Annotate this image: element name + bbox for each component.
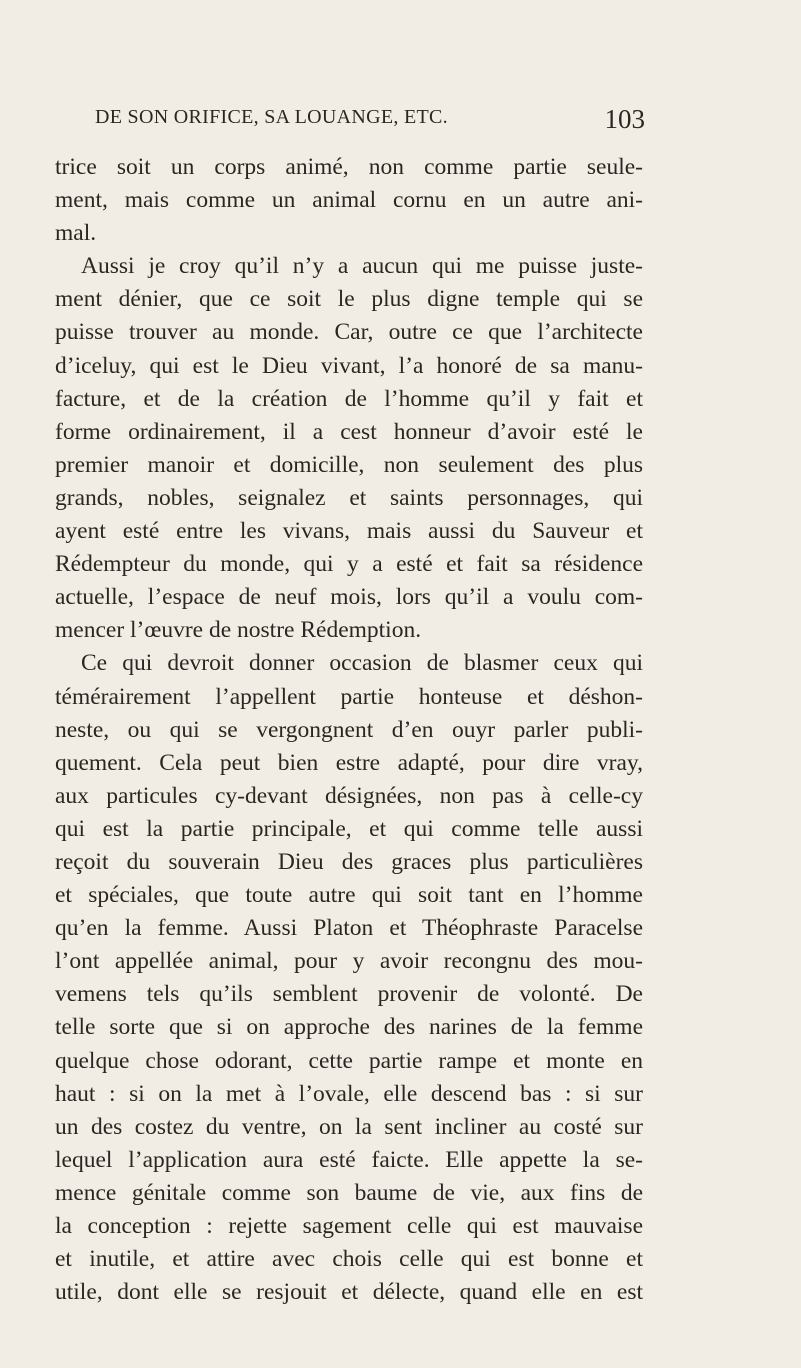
text-line: Rédempteur du monde, qui y a esté et fait sa résidence — [55, 551, 643, 578]
page-header — [95, 104, 645, 138]
text-line: neste, ou qui se vergongnent d’en ouyr parler publi- — [55, 716, 643, 743]
text-line: ment dénier, que ce soit le plus digne temple qui se — [55, 286, 643, 313]
text-line: actuelle, l’espace de neuf mois, lors qu’il a voulu com- — [55, 584, 643, 611]
text-line: utile, dont elle se resjouit et délecte, quand elle en est — [55, 1279, 643, 1306]
text-line: un des costez du ventre, on la sent incliner au costé sur — [55, 1113, 643, 1140]
text-line: mal. — [55, 220, 97, 247]
text-line: ayent esté entre les vivans, mais aussi du Sauveur et — [55, 518, 643, 545]
text-line: qu’en la femme. Aussi Platon et Théophraste Paracelse — [55, 915, 643, 942]
text-line: premier manoir et domicille, non seulement des plus — [55, 451, 643, 478]
paragraph-start-line: Aussi je croy qu’il n’y a aucun qui me puisse juste- — [81, 253, 643, 280]
page-number: 103 — [604, 104, 645, 134]
text-line: quelque chose odorant, cette partie rampe et monte en — [55, 1047, 643, 1074]
text-line: grands, nobles, seignalez et saints personnages, qui — [55, 484, 643, 511]
text-line: quement. Cela peut bien estre adapté, pour dire vray, — [55, 749, 643, 776]
text-line: vemens tels qu’ils semblent provenir de volonté. De — [55, 981, 643, 1008]
text-line: telle sorte que si on approche des narines de la femme — [55, 1014, 643, 1041]
text-line: la conception : rejette sagement celle qui est mauvaise — [55, 1213, 643, 1239]
text-line: mencer l’œuvre de nostre Rédemption. — [55, 617, 422, 644]
running-head: DE SON ORIFICE, SA LOUANGE, ETC. — [95, 106, 448, 128]
text-line: aux particules cy-devant désignées, non pas à celle-cy — [55, 782, 643, 809]
text-line: puisse trouver au monde. Car, outre ce que l’architecte — [55, 319, 643, 346]
text-line: et spéciales, que toute autre qui soit tant en l’homme — [55, 882, 643, 909]
text-line: témérairement l’appellent partie honteuse et déshon- — [55, 683, 643, 710]
text-line: haut : si on la met à l’ovale, elle descend bas : si sur — [55, 1080, 643, 1107]
text-line: mence génitale comme son baume de vie, aux fins de — [55, 1179, 643, 1206]
text-line: facture, et de la création de l’homme qu’il y fait et — [55, 385, 643, 412]
body-text — [55, 151, 643, 1309]
text-line: reçoit du souverain Dieu des graces plus particulières — [55, 848, 643, 875]
text-line: lequel l’application aura esté faicte. Elle appette la se- — [55, 1146, 643, 1173]
text-line: d’iceluy, qui est le Dieu vivant, l’a honoré de sa manu- — [55, 352, 643, 379]
text-line: ment, mais comme un animal cornu en un autre ani- — [55, 187, 643, 214]
text-line: l’ont appellée animal, pour y avoir recongnu des mou- — [55, 948, 643, 975]
text-line: et inutile, et attire avec chois celle qui est bonne et — [55, 1246, 643, 1273]
text-line: qui est la partie principale, et qui comme telle aussi — [55, 815, 643, 842]
paragraph-start-line: Ce qui devroit donner occasion de blasmer ceux qui — [81, 650, 643, 677]
text-line: forme ordinairement, il a cest honneur d’avoir esté le — [55, 418, 643, 445]
text-line: trice soit un corps animé, non comme partie seule- — [55, 154, 643, 180]
